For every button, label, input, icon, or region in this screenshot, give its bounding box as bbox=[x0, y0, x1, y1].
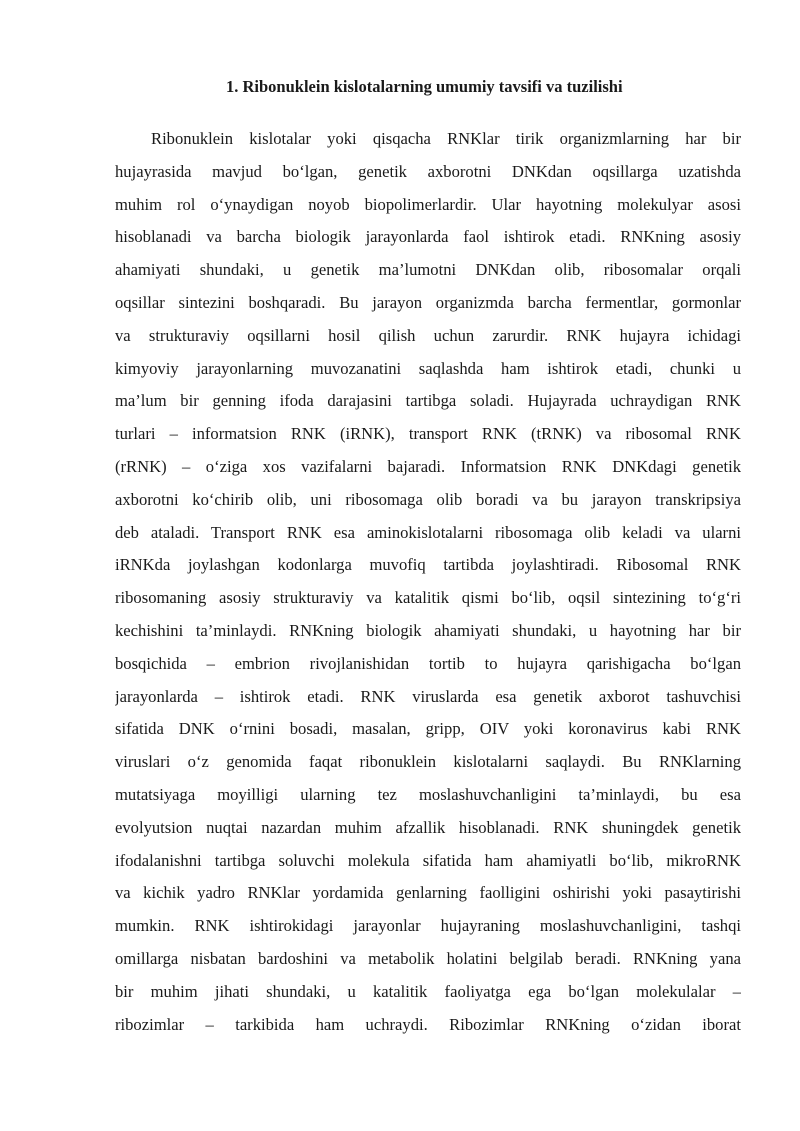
paragraph-line: evolyutsion nuqtai nazardan muhim afzallik hisoblanadi. RNK shuningdek genetik bbox=[115, 817, 741, 837]
paragraph-line: kimyoviy jarayonlarning muvozanatini saqlashda ham ishtirok etadi, chunki u bbox=[115, 358, 741, 378]
paragraph-line: omillarga nisbatan bardoshini va metabolik holatini belgilab beradi. RNKning yana bbox=[115, 948, 741, 968]
paragraph-line: turlari – informatsion RNK (iRNK), transport RNK (tRNK) va ribosomal RNK bbox=[115, 424, 741, 444]
paragraph-line: hujayrasida mavjud bo‘lgan, genetik axborotni DNKdan oqsillarga uzatishda bbox=[115, 161, 741, 181]
paragraph-line: kechishini ta’minlaydi. RNKning biologik ahamiyati shundaki, u hayotning har bir bbox=[115, 620, 741, 640]
paragraph-line: deb ataladi. Transport RNK esa aminokislotalarni ribosomaga olib keladi va ularni bbox=[115, 522, 741, 542]
paragraph-line: bosqichida – embrion rivojlanishidan tortib to hujayra qarishigacha bo‘lgan bbox=[115, 653, 741, 673]
paragraph-line: oqsillar sintezini boshqaradi. Bu jarayon organizmda barcha fermentlar, gormonlar bbox=[115, 292, 741, 312]
paragraph-line: muhim rol o‘ynaydigan noyob biopolimerlardir. Ular hayotning molekulyar asosi bbox=[115, 194, 741, 214]
paragraph-line: ribosomaning asosiy strukturaviy va katalitik qismi bo‘lib, oqsil sintezining to‘g‘ri bbox=[115, 588, 741, 608]
paragraph-line: (rRNK) – o‘ziga xos vazifalarni bajaradi. Informatsion RNK DNKdagi genetik bbox=[115, 456, 741, 476]
paragraph-line: Ribonuklein kislotalar yoki qisqacha RNKlar tirik organizmlarning har bir bbox=[151, 129, 741, 148]
paragraph-line: axborotni ko‘chirib olib, uni ribosomaga olib boradi va bu jarayon transkripsiya bbox=[115, 489, 741, 509]
paragraph-line: ma’lum bir genning ifoda darajasini tartibga soladi. Hujayrada uchraydigan RNK bbox=[115, 391, 741, 411]
paragraph-line: mumkin. RNK ishtirokidagi jarayonlar hujayraning moslashuvchanligini, tashqi bbox=[115, 916, 741, 936]
paragraph-line: bir muhim jihati shundaki, u katalitik faoliyatga ega bo‘lgan molekulalar – bbox=[115, 981, 741, 1001]
paragraph-line: mutatsiyaga moyilligi ularning tez moslashuvchanligini ta’minlaydi, bu esa bbox=[115, 784, 741, 804]
body-paragraph bbox=[115, 127, 741, 1045]
section-title: 1. Ribonuklein kislotalarning umumiy tavsifi va tuzilishi bbox=[226, 77, 623, 96]
paragraph-line: ribozimlar – tarkibida ham uchraydi. Ribozimlar RNKning o‘zidan iborat bbox=[115, 1014, 741, 1034]
paragraph-line: iRNKda joylashgan kodonlarga muvofiq tartibda joylashtiradi. Ribosomal RNK bbox=[115, 555, 741, 575]
paragraph-line: jarayonlarda – ishtirok etadi. RNK viruslarda esa genetik axborot tashuvchisi bbox=[115, 686, 741, 706]
paragraph-line: ahamiyati shundaki, u genetik ma’lumotni DNKdan olib, ribosomalar orqali bbox=[115, 260, 741, 280]
paragraph-line: va strukturaviy oqsillarni hosil qilish uchun zarurdir. RNK hujayra ichidagi bbox=[115, 325, 741, 345]
paragraph-line: sifatida DNK o‘rnini bosadi, masalan, gripp, OIV yoki koronavirus kabi RNK bbox=[115, 719, 741, 739]
paragraph-line: viruslari o‘z genomida faqat ribonuklein kislotalarni saqlaydi. Bu RNKlarning bbox=[115, 752, 741, 772]
paragraph-line: va kichik yadro RNKlar yordamida genlarning faolligini oshirishi yoki pasaytirishi bbox=[115, 883, 741, 903]
paragraph-line: ifodalanishni tartibga soluvchi molekula sifatida ham ahamiyatli bo‘lib, mikroRNK bbox=[115, 850, 741, 870]
paragraph-line: hisoblanadi va barcha biologik jarayonlarda faol ishtirok etadi. RNKning asosiy bbox=[115, 227, 741, 247]
